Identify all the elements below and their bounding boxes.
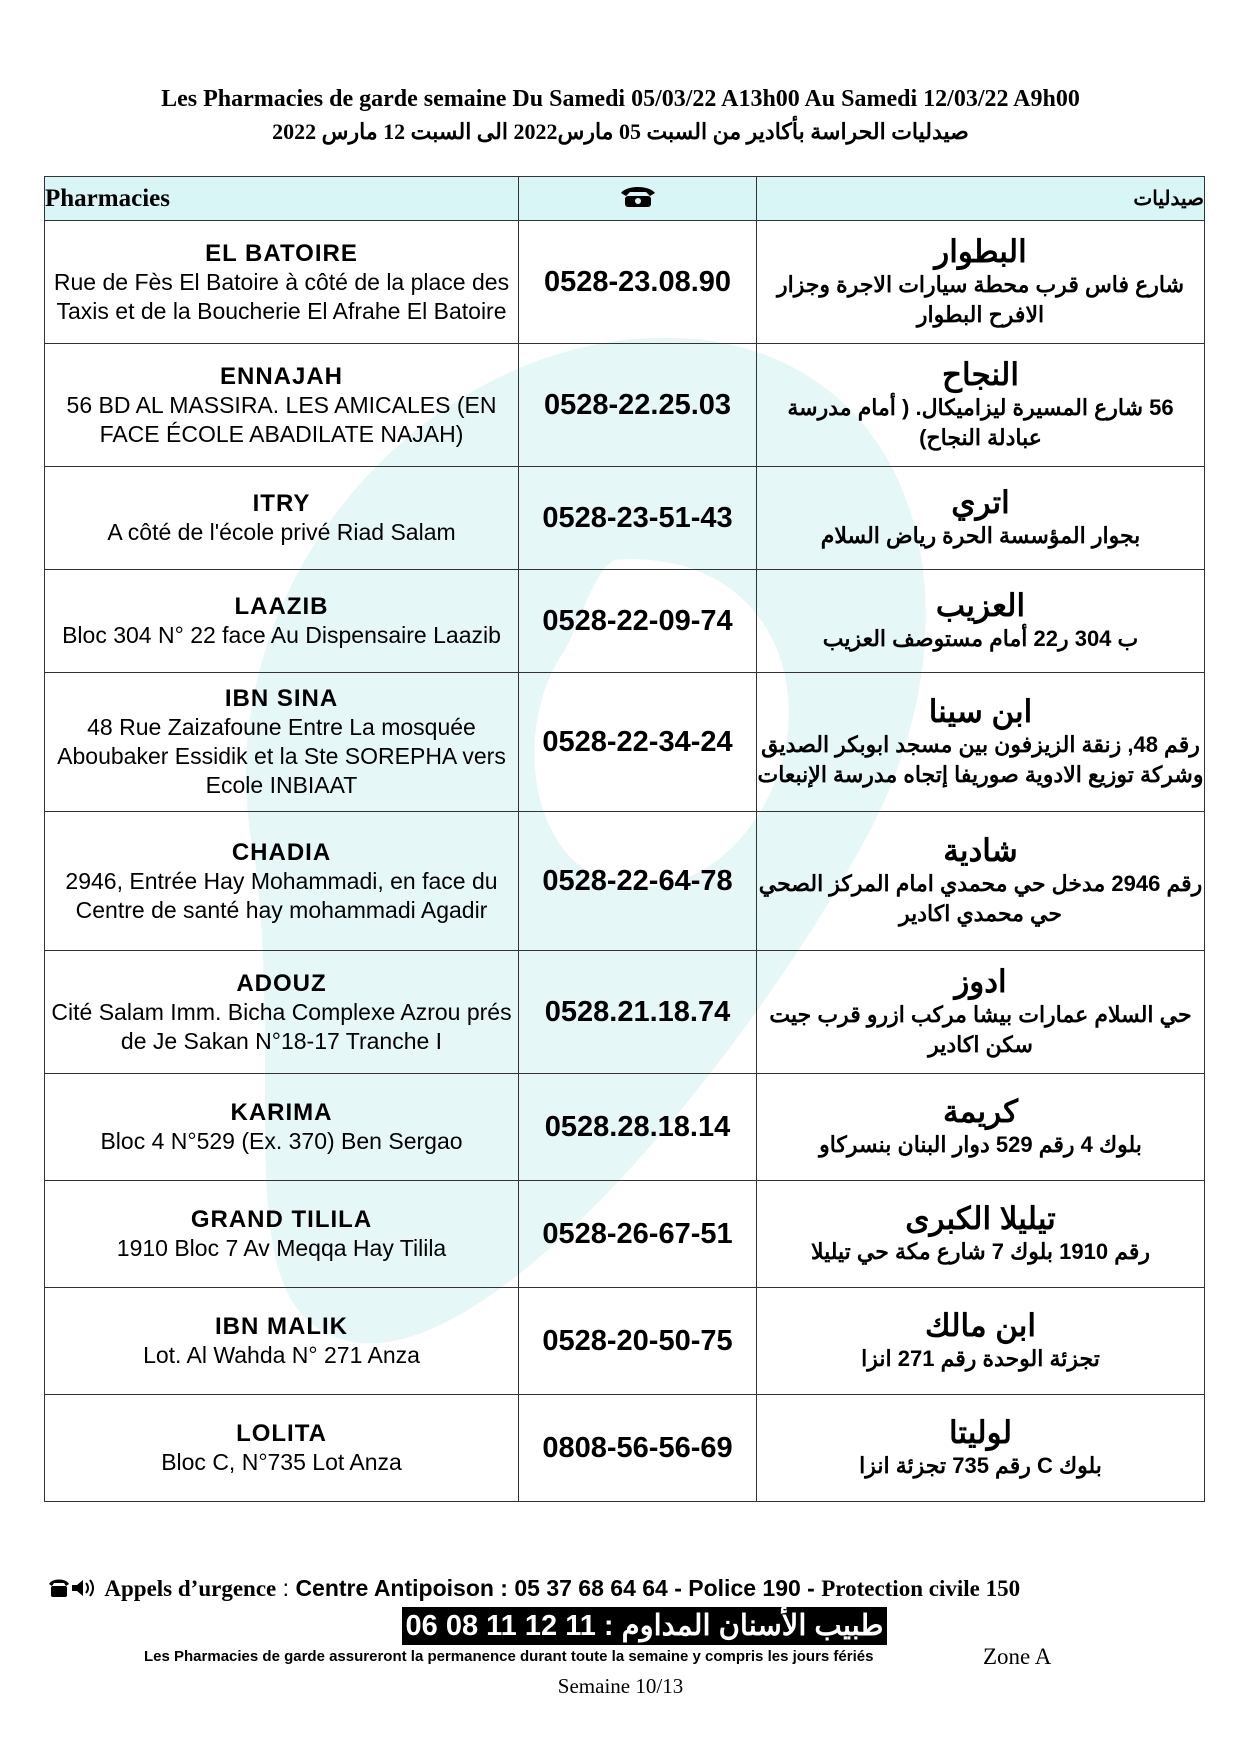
pharmacy-address: 1910 Bloc 7 Av Meqqa Hay Tilila xyxy=(116,1235,447,1261)
table-row xyxy=(45,812,1205,951)
pharmacy-phone: 0528-22.25.03 xyxy=(519,344,757,467)
pharmacy-phone: 0528-23-51-43 xyxy=(519,467,757,570)
pharmacy-phone: 0528-23.08.90 xyxy=(519,221,757,344)
pharmacy-cell-fr xyxy=(45,1395,519,1502)
pharmacy-name: ITRY xyxy=(252,490,311,517)
header-pharmacies: Pharmacies xyxy=(45,177,519,221)
pharmacy-address: Rue de Fès El Batoire à côté de la place des Taxis et de la Boucherie El Afrahe El Batoire xyxy=(53,268,510,324)
pharmacy-address-ar: بلوك 4 رقم 529 دوار البنان بنسركاو xyxy=(819,1132,1142,1157)
table-header-row xyxy=(45,177,1205,221)
pharmacy-address: Bloc 4 N°529 (Ex. 370) Ben Sergao xyxy=(100,1128,463,1154)
header-phone xyxy=(519,177,757,221)
pharmacy-cell-fr xyxy=(45,1074,519,1181)
pharmacy-cell-fr xyxy=(45,812,519,951)
table-row xyxy=(45,221,1205,344)
pharmacy-cell-ar xyxy=(757,1395,1205,1502)
pharmacy-address-ar: تجزئة الوحدة رقم 271 انزا xyxy=(861,1346,1100,1371)
emergency-colon: : xyxy=(276,1575,296,1601)
table-row xyxy=(45,1181,1205,1288)
pharmacy-name: ADOUZ xyxy=(236,969,327,997)
pharmacy-cell-fr xyxy=(45,467,519,570)
week-label: Semaine 10/13 xyxy=(557,1674,684,1698)
pharmacy-cell-ar xyxy=(757,673,1205,812)
table-row xyxy=(45,951,1205,1074)
pharmacy-cell-fr xyxy=(45,951,519,1074)
pharmacy-address: Bloc 304 N° 22 face Au Dispensaire Laazib xyxy=(62,622,501,648)
pharmacy-name: GRAND TILILA xyxy=(190,1206,373,1233)
emergency-civil-protection: Protection civile 150 xyxy=(821,1576,1021,1601)
table-row xyxy=(45,673,1205,812)
page-title-ar: صيدليات الحراسة بأكادير من السبت 05 مارس2022 الى السبت 12 مارس 2022 xyxy=(272,119,969,144)
pharmacy-name-ar: اتري xyxy=(951,485,1010,520)
pharmacy-name-ar: كريمة xyxy=(942,1094,1019,1129)
pharmacy-address: Lot. Al Wahda N° 271 Anza xyxy=(143,1342,420,1368)
pharmacy-name: ENNAJAH xyxy=(219,362,343,390)
pharmacy-phone: 0528.21.18.74 xyxy=(519,951,757,1074)
pharmacy-address-ar: بلوك C رقم 735 تجزئة انزا xyxy=(859,1453,1102,1478)
pharmacy-cell-ar xyxy=(757,344,1205,467)
pharmacy-address: A côté de l'école privé Riad Salam xyxy=(107,519,456,545)
pharmacy-address-ar: بجوار المؤسسة الحرة رياض السلام xyxy=(820,523,1141,548)
pharmacy-phone: 0528-20-50-75 xyxy=(519,1288,757,1395)
pharmacy-name: EL BATOIRE xyxy=(205,239,358,267)
pharmacy-name: IBN MALIK xyxy=(215,1313,348,1340)
table-row xyxy=(45,1395,1205,1502)
pharmacy-cell-fr xyxy=(45,221,519,344)
pharmacy-phone: 0528-26-67-51 xyxy=(519,1181,757,1288)
pharmacy-name-ar: ادوز xyxy=(954,964,1007,999)
pharmacy-address: 2946, Entrée Hay Mohammadi, en face du Centre de santé hay mohammadi Agadir xyxy=(65,867,498,923)
pharmacy-name: CHADIA xyxy=(231,838,332,866)
table-row xyxy=(45,1074,1205,1181)
pharmacy-cell-ar xyxy=(757,951,1205,1074)
pharmacy-cell-fr xyxy=(45,673,519,812)
pharmacy-cell-fr xyxy=(45,1288,519,1395)
pharmacy-name-ar: ابن مالك xyxy=(924,1308,1037,1343)
pharmacy-cell-ar xyxy=(757,812,1205,951)
table-row xyxy=(45,344,1205,467)
pharmacy-address-ar: 56 شارع المسيرة ليزاميكال. ( أمام مدرسة عبادلة النجاح) xyxy=(787,395,1174,450)
pharmacy-address-ar: ب 304 ر22 أمام مستوصف العزيب xyxy=(822,626,1139,651)
dentist-on-duty: طبيب الأسنان المداوم : 11 12 11 08 06 xyxy=(402,1607,887,1645)
pharmacy-name: KARIMA xyxy=(230,1099,333,1126)
pharmacy-phone: 0528-22-09-74 xyxy=(519,570,757,673)
pharmacy-cell-ar xyxy=(757,1074,1205,1181)
pharmacy-cell-fr xyxy=(45,344,519,467)
pharmacy-address: Bloc C, N°735 Lot Anza xyxy=(161,1449,402,1475)
header-pharmacies-ar: صيدليات xyxy=(757,177,1205,221)
emergency-calls xyxy=(48,1575,1020,1602)
page-title-fr: Les Pharmacies de garde semaine Du Samedi 05/03/22 A13h00 Au Samedi 12/03/22 A9h00 xyxy=(161,86,1080,112)
table-row xyxy=(45,570,1205,673)
telephone-icon xyxy=(619,184,657,208)
pharmacies-table xyxy=(44,176,1205,1502)
pharmacy-phone: 0808-56-56-69 xyxy=(519,1395,757,1502)
pharmacy-cell-fr xyxy=(45,1181,519,1288)
pharmacy-name-ar: النجاح xyxy=(942,357,1019,392)
pharmacy-name-ar: البطوار xyxy=(934,234,1027,269)
pharmacy-address: 48 Rue Zaizafoune Entre La mosquée Aboubaker Essidik et la Ste SOREPHA vers Ecole INBIAAT xyxy=(57,714,506,798)
pharmacy-name-ar: لوليتا xyxy=(948,1415,1013,1450)
pharmacy-address-ar: حي السلام عمارات بيشا مركب ازرو قرب جيت سكن اكادير xyxy=(769,1002,1192,1057)
pharmacy-name-ar: تيليلا الكبرى xyxy=(905,1201,1056,1236)
pharmacy-name: LAAZIB xyxy=(234,593,329,620)
pharmacy-name: LOLITA xyxy=(236,1420,327,1447)
pharmacy-name-ar: ابن سينا xyxy=(928,694,1033,729)
emergency-label: Appels d’urgence xyxy=(104,1576,277,1601)
pharmacy-cell-ar xyxy=(757,1181,1205,1288)
zone-label: Zone A xyxy=(983,1644,1052,1669)
pharmacy-address: 56 BD AL MASSIRA. LES AMICALES (EN FACE ÉCOLE ABADILATE NAJAH) xyxy=(66,391,497,447)
pharmacy-address-ar: رقم 2946 مدخل حي محمدي امام المركز الصحي حي محمدي اكادير xyxy=(758,871,1203,926)
pharmacy-address: Cité Salam Imm. Bicha Complexe Azrou prés de Je Sakan N°18-17 Tranche I xyxy=(51,998,512,1054)
permanence-note: Les Pharmacies de garde assureront la permanence durant toute la semaine y compris les jours fériés xyxy=(144,1648,874,1665)
pharmacy-phone: 0528.28.18.14 xyxy=(519,1074,757,1181)
pharmacy-cell-ar xyxy=(757,221,1205,344)
pharmacy-phone: 0528-22-34-24 xyxy=(519,673,757,812)
table-row xyxy=(45,467,1205,570)
pharmacy-address-ar: رقم 48, زنقة الزيزفون بين مسجد ابوبكر الصديق وشركة توزيع الادوية صوريفا إتجاه مدرسة الإنبعات xyxy=(757,732,1204,787)
pharmacy-address-ar: شارع فاس قرب محطة سيارات الاجرة وجزار الافرح البطوار xyxy=(776,272,1185,327)
emergency-antipoison: Centre Antipoison : 05 37 68 64 64 - Police 190 - xyxy=(295,1575,822,1601)
pharmacy-name-ar: شادية xyxy=(943,833,1018,868)
pharmacy-name: IBN SINA xyxy=(224,685,339,712)
pharmacy-name-ar: العزيب xyxy=(935,588,1026,623)
table-row xyxy=(45,1288,1205,1395)
pharmacy-address-ar: رقم 1910 بلوك 7 شارع مكة حي تيليلا xyxy=(810,1239,1151,1264)
pharmacy-cell-ar xyxy=(757,1288,1205,1395)
pharmacy-cell-ar xyxy=(757,570,1205,673)
pharmacy-cell-ar xyxy=(757,467,1205,570)
pharmacy-phone: 0528-22-64-78 xyxy=(519,812,757,951)
pharmacy-cell-fr xyxy=(45,570,519,673)
phone-speaker-icon xyxy=(48,1577,98,1599)
